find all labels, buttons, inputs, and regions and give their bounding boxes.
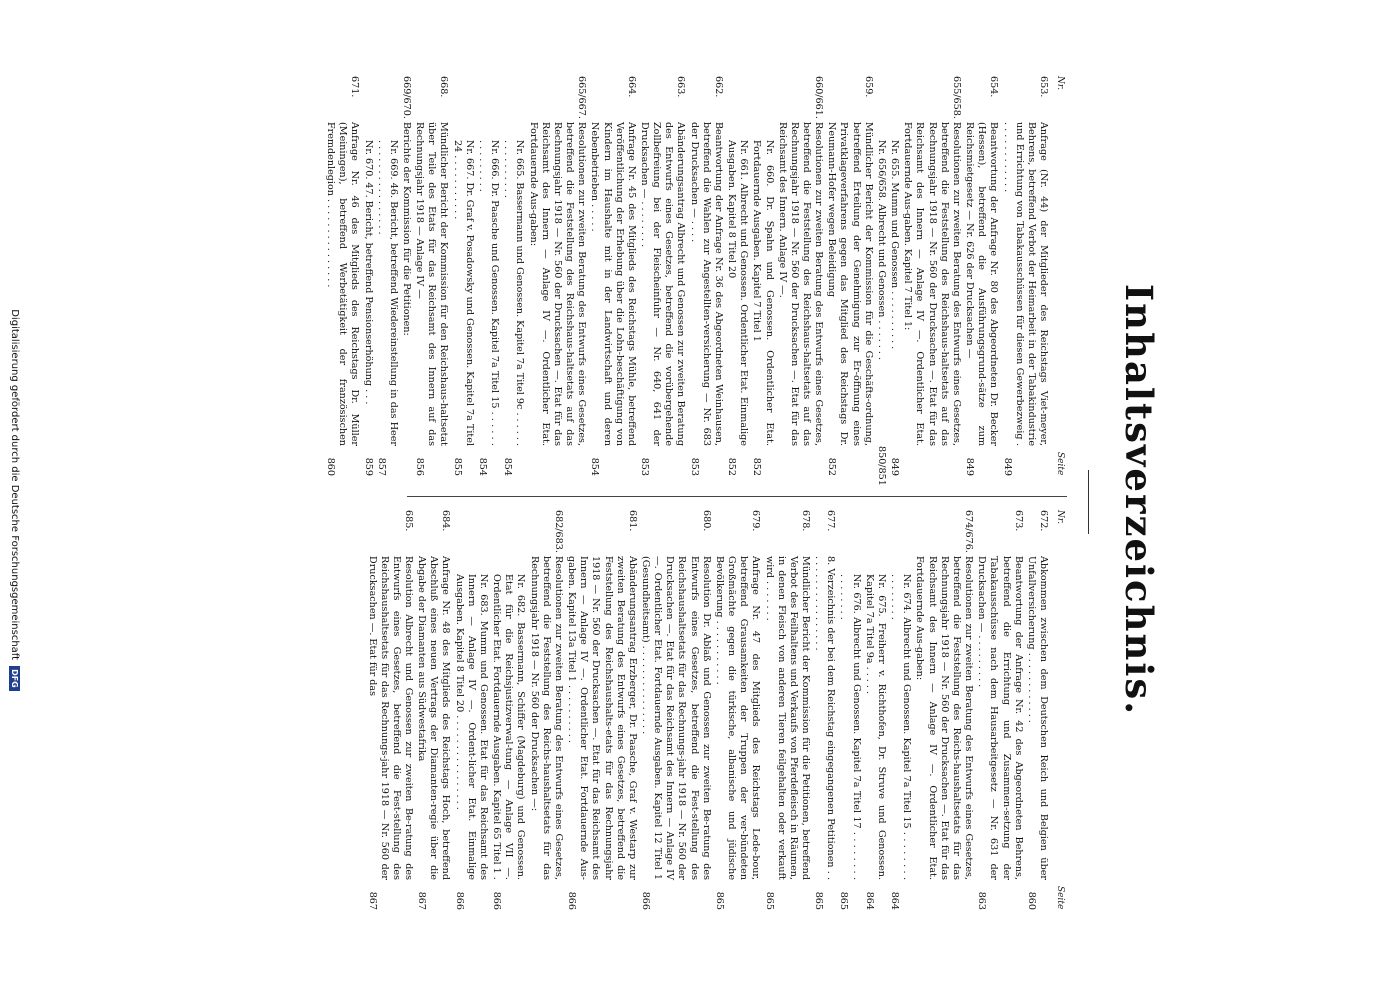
entry-text: Resolution Dr. Ablaß und Genossen zur zweiten Be-ratung des Entwurfs eines Gesetzes, betreffend die Fest-stellung des Reichshaushaltsetats für das Rechnungs-jahr 1918 — Nr. 560 der Drucksachen —. Etat für das Reichsamt des Innern — Anlage IV —. Ordentlicher Etat. Fortdauernde Ausgaben. Kapitel 12 Titel 1 (Gesundheitsamt) . . . . . . . . . . . . . . .	[640, 556, 712, 880]
entry-number	[361, 76, 373, 122]
entry-number	[375, 76, 399, 122]
entry-text: Nr. 670. 47. Bericht, betreffend Pensionserhöhung . . .	[362, 140, 374, 405]
entry-number: 655/658.	[950, 76, 962, 119]
toc-entry	[762, 510, 811, 910]
left-seite-label: Seite	[1055, 452, 1065, 476]
entry-page: 854	[589, 457, 601, 476]
toc-entry	[413, 76, 449, 476]
toc-entry	[324, 76, 360, 476]
entry-number	[476, 76, 500, 122]
entry-text: Resolutionen zur zweiten Beratung des Entwurfs eines Gesetzes, betreffend die Feststellung des Reichshaus-haltsetats auf das Rechnungsjahr 1918 — Nr. 560 der Drucksachen —. Etat für das Reichsamt des Innern — Anlage IV —. Ordentlicher Etat. Fortdauernde Aus-gaben:	[527, 122, 588, 446]
entry-text: Nr. 674. Albrecht und Genossen. Kapitel 7a Titel 15 . . . . . . . . . . . . . . . .	[889, 574, 913, 880]
entry-text: Resolutionen zur zweiten Beratung des Entwurfs eines Gesetzes, betreffend die Feststellung des Reichs-haushaltsetats für das Rechnungsjahr 1918 — Nr. 560 der Drucksachen —:	[528, 556, 564, 880]
entry-text: Berichte der Kommission für die Petitionen:	[401, 122, 413, 336]
entry-page: 866	[566, 891, 578, 910]
entry-page: 857	[375, 457, 387, 476]
toc-entry	[527, 510, 563, 910]
entry-number: 668.	[438, 76, 450, 98]
toc-entry	[812, 510, 836, 910]
toc-entry	[361, 76, 373, 476]
toc-entry	[639, 510, 712, 910]
entry-number	[725, 76, 749, 122]
entry-number: 671.	[349, 76, 361, 98]
entry-text: Abkommen zwischen dem Deutschen Reich und Belgien über Unfallversicherung . . . . . . . . . . . .	[1025, 556, 1049, 880]
toc-entry	[825, 76, 874, 476]
entry-page: 865	[763, 891, 775, 910]
entry-page: 852	[751, 457, 763, 476]
entry-text: Nr. 683. Mumm und Genossen. Etat für das Reichsamt des Innern — Anlage IV —. Ordent-licher Etat. Einmalige Ausgaben. Kapitel 8 Titel 20 . . . . . . . . . . . . . . . .	[453, 574, 489, 880]
toc-entry	[588, 76, 637, 476]
entry-text: Nr. 682. Bassermann, Schiffer (Magdeburg) und Genossen. Etat für die Reichsjustizverwal-tung — Anlage VII —. Ordentlicher Etat. Fortdauernde Ausgaben. Kapitel 65 Titel 1 .	[491, 574, 527, 880]
entry-page: 865	[838, 891, 850, 910]
entry-page: 852	[726, 457, 738, 476]
title-rule	[1088, 470, 1089, 534]
entry-number: 660/661.	[813, 76, 825, 119]
entry-page: 853	[639, 457, 650, 476]
entry-page: 853	[688, 457, 700, 476]
entry-text: Nr. 665. Bassermann und Genossen. Kapitel 7a Titel 9c . . . . . . . . . . . . . . . .	[502, 140, 526, 446]
entry-number: 680.	[700, 510, 712, 532]
entry-page: 854	[502, 457, 514, 476]
entry-number	[490, 510, 526, 556]
toc-entry	[451, 76, 475, 476]
entry-text: Abänderungsantrag Albrecht und Genossen zur zweiten Beratung des Entwurfs eines Gesetzes, betreffend die vorübergehende Zollbefreiung bei der Fleischeinfuhr — Nr. 640, 641 der Drucksachen — . . . . . . . .	[639, 122, 687, 446]
entry-text: Beantwortung der Anfrage Nr. 42 des Abgeordneten Behrens, betreffend die Errichtung und Zusammen-setzung der Tabakausschüsse nach dem Hausarbeitgesetz — Nr. 631 der Drucksachen — . . . . . . . . .	[976, 556, 1024, 880]
entry-page: 863	[976, 891, 988, 910]
entry-text: Nr. 676. Albrecht und Genossen. Kapitel 7a Titel 17 . . . . . . . . . . . . . . . .	[838, 574, 862, 880]
entry-number: 665/667.	[576, 76, 588, 119]
entry-text: Anfrage Nr. 46 des Mitglieds des Reichstags Dr. Müller (Meiningen), betreffend Werbetätigkeit der französischen Fremdenlegion . . . . . . . . . . . . . . .	[325, 122, 361, 446]
entry-page: 849	[964, 457, 976, 476]
toc-entry	[375, 76, 399, 476]
entry-number	[451, 76, 475, 122]
entry-text: Resolutionen zur zweiten Beratung des Entwurfs eines Gesetzes, betreffend die Feststellung des Reichshaus-haltsetats auf das Rechnungsjahr 1918 — Nr. 560 der Drucksachen —. Etat für das Reichsamt des Innern. Anlage IV —.	[776, 122, 825, 446]
entry-text: Nr. 655. Mumm und Genossen . . . . . . . . . .	[889, 140, 901, 350]
entry-page: 867	[416, 891, 428, 910]
entry-text: Anfrage Nr. 47 des Mitglieds des Reichstags Lede-bour, betreffend Grausamkeiten der Truppen der ver-bündeten Großmächte gegen die türkische, albanische und jüdische Bevölkerung . . . . . . . . . . .	[713, 556, 762, 880]
entry-text: Nr. 656/658. Albrecht und Genossen . . . . . . .	[875, 140, 887, 361]
entry-number: 654.	[988, 76, 1000, 98]
entry-page: 865	[713, 891, 725, 910]
entry-text: Abänderungsantrag Erzberger, Dr. Paasche, Graf v. Westarp zur zweiten Beratung des Entwurfs eines Gesetzes, betreffend die Feststellung des Reichshaushalts-etats für das Rechnungsjahr 1918 — Nr. 560 der Drucksachen —. Etat für das Reichsamt des Innern — Anlage IV —. Ordentlicher Etat. Fortdauernde Aus-gaben. Kapitel 13a Titel 1 . . . . . . . . . .	[566, 556, 638, 880]
entry-text: Resolution Albrecht und Genossen zur zweiten Be-ratung des Entwurfs eines Gesetzes, betreffend die Fest-stellung des Reichshaushaltsetats für das Rechnungs-jahr 1918 — Nr. 560 der Drucksachen —. Etat für das	[366, 556, 415, 880]
entry-number: 682/683.	[552, 510, 564, 553]
entry-number: 679.	[750, 510, 762, 532]
entry-page: 860	[325, 457, 337, 476]
entry-number	[750, 76, 774, 122]
toc-entry	[565, 510, 638, 910]
entry-number	[863, 510, 887, 556]
toc-entry	[453, 510, 489, 910]
entry-text: Mündlicher Bericht der Kommission für die Petitionen, betreffend Verbot des Feilhaltens und Verkaufs von Pferdefleisch in Räumen, in denen Fleisch von anderen Tieren feilgehalten oder verkauft wird . . . . . . .	[763, 556, 812, 880]
page-title: Inhaltsverzeichnis.	[1117, 283, 1161, 717]
toc-entry	[415, 510, 451, 910]
toc-entry	[837, 510, 861, 910]
toc-entry	[975, 510, 1024, 910]
entry-page: 859	[362, 457, 374, 476]
entry-number	[888, 76, 900, 122]
entry-number: 684.	[440, 510, 452, 532]
toc-entry	[501, 76, 525, 476]
entry-page: 866	[453, 891, 465, 910]
entry-number	[501, 76, 525, 122]
toc-entry	[725, 76, 749, 476]
toc-entry	[1000, 76, 1049, 476]
entry-page: 856	[414, 457, 426, 476]
entry-text: Anfrage (Nr. 44) der Mitglieder des Reichstags Viet-meyer, Behrens, betreffend Verbot der Heimarbeit in der Tabakindustrie und Errichtung von Tabakausschüssen für diesen Gewerbezweig . . . . . . . . . . . . .	[1001, 122, 1049, 446]
entry-number: 681.	[626, 510, 638, 532]
toc-entry	[490, 510, 526, 910]
toc-entry	[638, 76, 687, 476]
entry-page: 865	[813, 891, 825, 910]
entry-text: Beantwortung der Anfrage Nr. 80 des Abgeordneten Dr. Becker (Hessen), betreffend die Ausführungsgrund-sätze zum Reichsmietgesetz — Nr. 626 der Drucksachen —	[964, 122, 1000, 446]
footer	[9, 0, 20, 1000]
entry-text: Nr. 660. Dr. Spahn und Genossen. Ordentlicher Etat. Fortdauernde Ausgaben. Kapitel 7 Titel 1	[751, 140, 775, 446]
entry-number: 659.	[862, 76, 874, 98]
toc-entry	[901, 76, 962, 476]
right-column	[0, 510, 1049, 910]
toc-entry	[888, 76, 900, 476]
entry-number	[888, 510, 912, 556]
entry-number	[837, 510, 861, 556]
entry-text: Resolutionen zur zweiten Beratung des Entwurfs eines Gesetzes, betreffend die Feststellung des Reichs-haushaltsetats für das Rechnungsjahr 1918 — Nr. 560 der Drucksachen —. Etat für das Reichsamt des Innern — Anlage IV —. Ordentlicher Etat. Fortdauernde Aus-gaben:	[914, 556, 975, 880]
entry-text: Anfrage Nr. 48 des Mitglieds des Reichstags Hoch, betreffend Abschluß eines neuen Vertrags der Diamanten-regie über die Abgabe der Diamanten aus Südwestafrika	[416, 556, 452, 880]
toc-entry	[400, 76, 412, 476]
toc-entry	[875, 76, 887, 486]
toc-entry	[526, 76, 587, 476]
column-divider	[407, 496, 1067, 497]
entry-page: 850/851	[875, 446, 887, 486]
entry-number: 678.	[800, 510, 812, 532]
entry-page: 852	[826, 457, 838, 476]
entry-page: 864	[889, 891, 901, 910]
toc-entry	[1025, 510, 1049, 910]
footer-text: Digitalisierung gefördert durch die Deutsche Forschungsgemeinschaft	[9, 309, 20, 661]
right-seite-label: Seite	[1055, 886, 1065, 910]
toc-entry	[476, 76, 500, 476]
entry-page: 849	[889, 457, 901, 476]
entry-number: 672.	[1038, 510, 1049, 532]
entry-text: Nr. 675. Freiherr v. Richthofen, Dr. Struve und Genossen. Kapitel 7a Titel 9a . . . . .	[863, 574, 887, 880]
toc-entry	[365, 510, 414, 910]
entry-number: 662.	[712, 76, 724, 98]
toc-entry	[888, 510, 912, 910]
entry-number	[453, 510, 489, 556]
entry-text: Anfrage Nr. 45 des Mitglieds des Reichstags Mühle, betreffend Veröffentlichung der Erhebung über die Lohn-beschäftigung von Kindern im Haushalte mit in der Landwirtschaft und deren Nebenbetrieben . . . . .	[589, 122, 637, 446]
left-nr-label: Nr.	[1055, 76, 1065, 91]
toc-entry	[913, 510, 974, 910]
entry-text: Nr. 669. 46. Bericht, betreffend Wiedereinstellung in das Heer . . . . . . . . . . . . . . . .	[375, 140, 399, 446]
entry-text: Mündlicher Bericht der Kommission für die Geschäfts-ordnung, betreffend Erteilung der Genehmigung zur Er-öffnung eines Privatklageverfahrens gegen das Mitglied des Reichstags Dr. Neumann-Hofer wegen Beleidigung	[826, 122, 874, 446]
entry-page: 860	[1025, 891, 1037, 910]
entry-page: 867	[366, 891, 378, 910]
entry-text: Mündlicher Bericht der Kommission für den Reichshaus-haltsetat über Teile des Etats für das Reichsamt des Innern auf das Rechnungsjahr 1918 — Anlage IV —	[414, 122, 450, 446]
entry-number: 673.	[1012, 510, 1024, 532]
entry-number: 663.	[675, 76, 687, 98]
entry-page: 854	[476, 457, 488, 476]
entry-number: 677.	[825, 510, 837, 532]
entry-text: Beantwortung der Anfrage Nr. 36 des Abgeordneten Weinhausen, betreffend die Wahlen zur Angestellten-versicherung — Nr. 683 der Drucksachen — . . . .	[688, 122, 724, 446]
right-nr-label: Nr.	[1055, 510, 1065, 525]
entry-text: Nr. 666. Dr. Paasche und Genossen. Kapitel 7a Titel 15 . . . . . . . . . . . . . . .	[476, 140, 501, 446]
entry-number	[875, 76, 887, 122]
toc-entry	[776, 76, 825, 476]
toc-entry	[963, 76, 999, 476]
entry-text: Nr. 667. Dr. Graf v. Posadowsky und Genossen. Kapitel 7a Titel 24 . . . . . . . . . . .	[451, 140, 475, 446]
entry-number: 685.	[403, 510, 415, 532]
entry-number: 664.	[625, 76, 637, 98]
entry-text: Resolutionen zur zweiten Beratung des Entwurfs eines Gesetzes, betreffend die Feststellung des Reichshaus-haltsetats auf das Rechnungsjahr 1918 — Nr. 560 der Drucksachen —. Etat für das Reichsamt des Innern — Anlage IV —. Ordentlicher Etat. Fortdauernde Aus-gaben. Kapitel 7 Titel 1:	[902, 122, 962, 446]
toc-entry	[713, 510, 762, 910]
entry-number: 674/676.	[963, 510, 975, 553]
entry-text: Nr. 661. Albrecht und Genossen. Ordentlicher Etat. Einmalige Ausgaben. Kapitel 8 Titel 20	[726, 140, 750, 446]
entry-page: 855	[451, 457, 463, 476]
dfg-logo-icon: DFG	[9, 666, 20, 691]
toc-entry	[687, 76, 723, 476]
entry-page: 866	[640, 891, 651, 910]
toc-entry	[750, 76, 774, 476]
entry-text: 8. Verzeichnis der bei dem Reichstag eingegangenen Petitionen . . . . . . . . . . . . . . . . . .	[813, 556, 837, 880]
entry-page: 866	[491, 891, 503, 910]
entry-page: 864	[863, 891, 875, 910]
entry-page: 849	[1001, 457, 1013, 476]
entry-number: 653.	[1038, 76, 1049, 98]
entry-number: 669/670.	[401, 76, 413, 119]
toc-entry	[863, 510, 887, 910]
